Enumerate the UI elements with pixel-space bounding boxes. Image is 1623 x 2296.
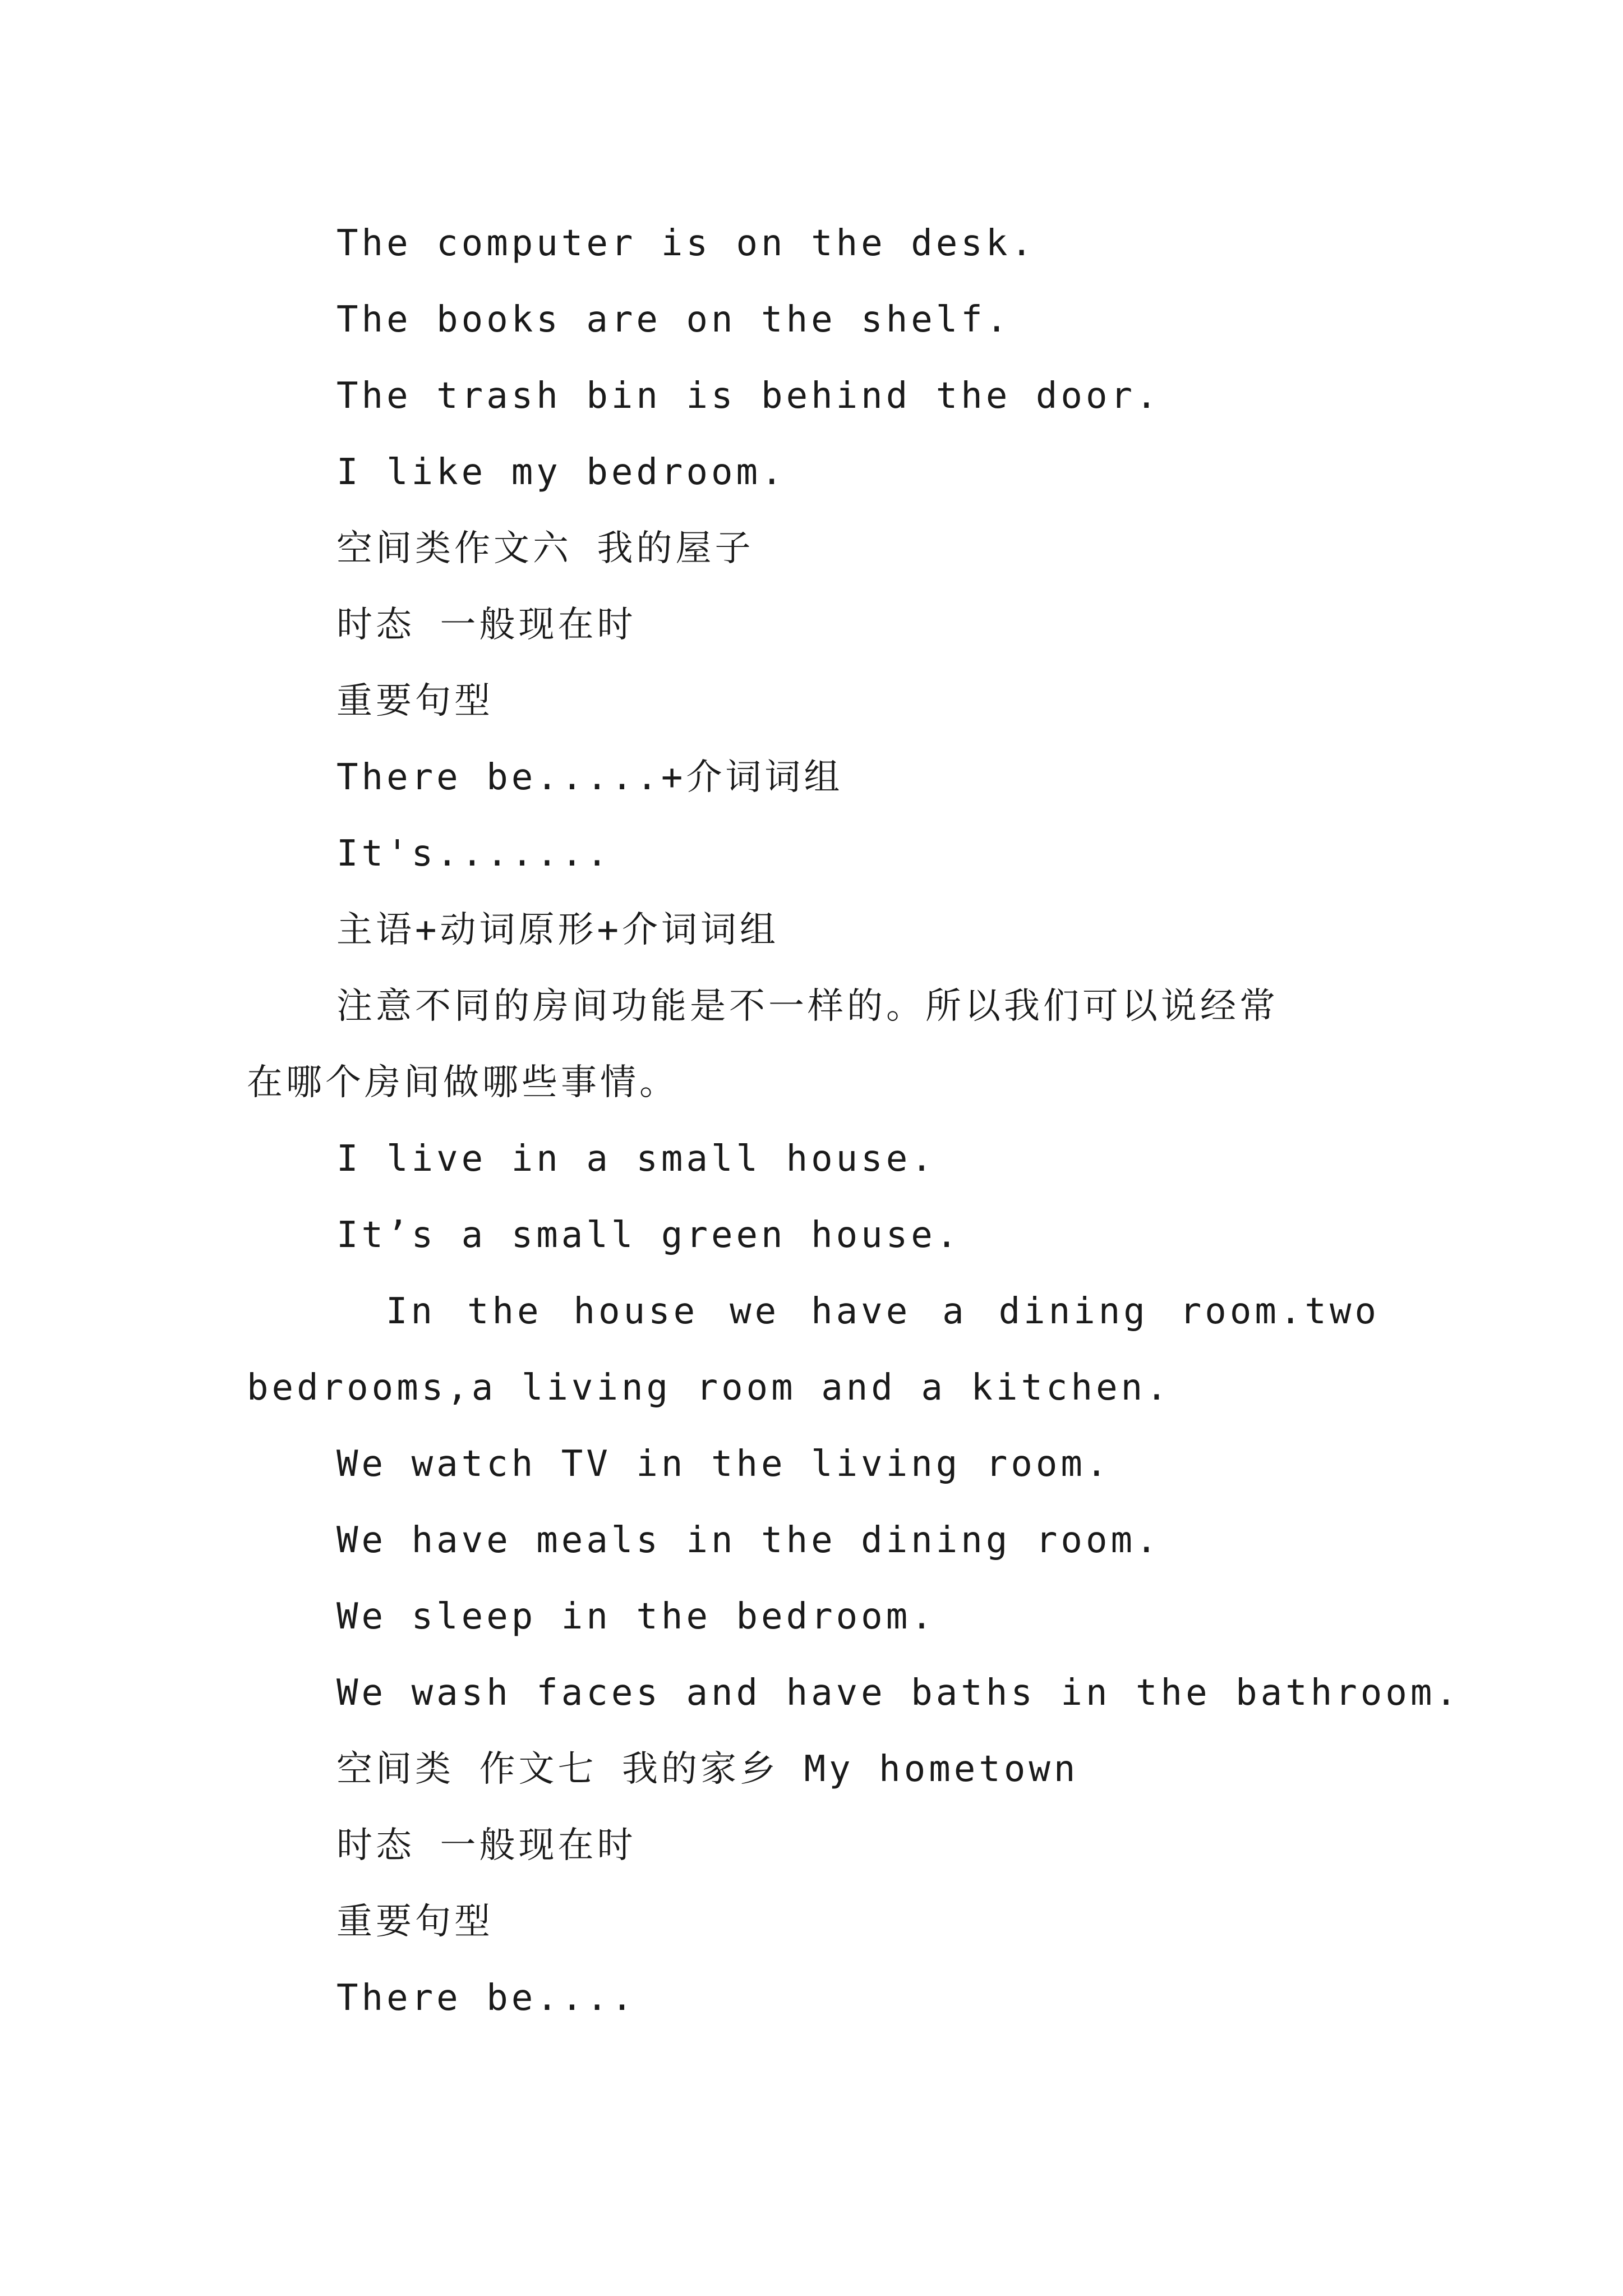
text-line: We sleep in the bedroom. [336,1596,936,1637]
section-heading: 空间类作文六 我的屋子 [336,528,754,569]
text-line: 在哪个房间做哪些事情。 [247,1062,679,1103]
text-line: bedrooms,a living room and a kitchen. [247,1367,1171,1409]
text-line: We wash faces and have baths in the bathroom. [336,1672,1460,1714]
text-line: We watch TV in the living room. [336,1443,1111,1485]
text-line: 时态 一般现在时 [336,1825,637,1866]
text-line: It’s a small green house. [336,1214,961,1256]
text-line: 注意不同的房间功能是不一样的。所以我们可以说经常 [336,986,1279,1027]
text-line: The books are on the shelf. [336,299,1011,341]
section-heading: 空间类 作文七 我的家乡 My hometown [336,1749,1079,1790]
text-line: 重要句型 [336,1901,494,1943]
text-line: There be.....+介词词组 [336,757,843,798]
text-line: There be.... [336,1977,637,2019]
text-line: 重要句型 [336,680,494,722]
text-line: We have meals in the dining room. [336,1520,1161,1561]
text-line: I live in a small house. [336,1138,936,1180]
text-line: The trash bin is behind the door. [336,375,1161,417]
text-line: In the house we have a dining room.two [386,1291,1380,1332]
text-line: The computer is on the desk. [336,223,1036,264]
text-line: It's....... [336,833,611,875]
text-line: 主语+动词原形+介词词组 [336,909,780,951]
text-line: I like my bedroom. [336,452,786,493]
text-line: 时态 一般现在时 [336,604,637,646]
